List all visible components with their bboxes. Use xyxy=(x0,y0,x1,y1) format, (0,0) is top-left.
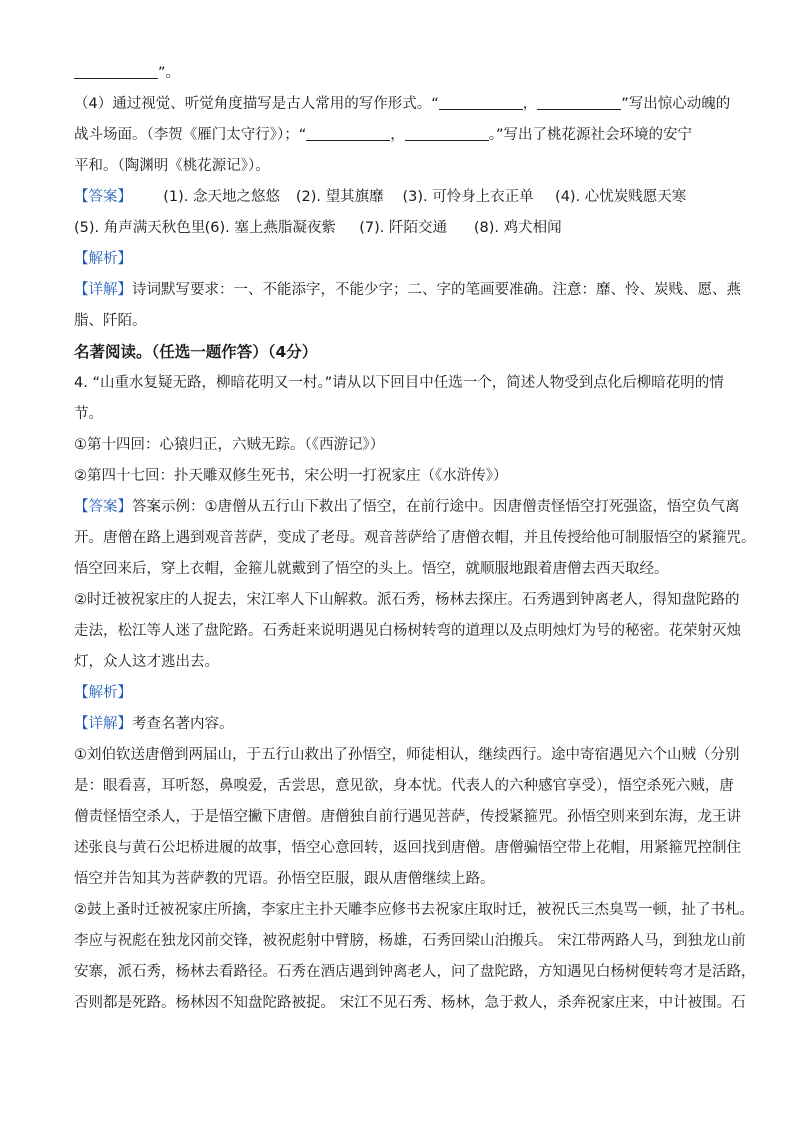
fill-blank xyxy=(537,92,621,110)
text: 。”写出了桃花源社会环境的安宁 xyxy=(488,127,693,143)
text: ”。 xyxy=(158,65,181,81)
option-2: ②第四十七回：扑天雕双修生死书，宋公明一打祝家庄（《水浒传》） xyxy=(74,468,508,484)
detail-line: ①刘伯钦送唐僧到两届山，于五行山救出了孙悟空，师徒相认，继续西行。途中寄宿遇见六个山贼（分别 xyxy=(74,747,740,763)
analysis-tag: 【解析】 xyxy=(74,251,132,267)
detail-line: 否则都是死路。杨林因不知盘陀路被捉。 宋江不见石秀、杨林，急于救人，杀奔祝家庄来，中计被围。石 xyxy=(74,995,746,1011)
text: 战斗场面。（李贺《雁门太守行》）；“ xyxy=(74,127,307,143)
text: ， xyxy=(390,127,405,143)
question-5-line: 节。 xyxy=(74,406,103,422)
text: 考查名著内容。 xyxy=(132,716,234,732)
text: 答案示例：①唐僧从五行山下救出了悟空，在前行途中。因唐僧责怪悟空打死强盗，悟空负气离 xyxy=(132,499,740,515)
answer-item: (1). 念天地之悠悠 xyxy=(163,189,280,205)
text: 诗词默写要求：一、不能添字，不能少字；二、字的笔画要准确。注意：靡、怜、炭贱、愿、燕 xyxy=(132,282,741,298)
answer-section-2 xyxy=(74,492,740,523)
answer-section-1 xyxy=(74,182,722,213)
fill-blank xyxy=(439,92,523,110)
section-title: 名著阅读。（任选一题作答）（4分） xyxy=(74,343,318,361)
text: ， xyxy=(522,96,538,112)
question-4-line-1 xyxy=(74,89,731,120)
detail-line: 僧责怪悟空杀人，于是悟空撇下唐僧。唐僧独自前行遇见菩萨，传授紧箍咒。孙悟空则来到东海，龙王讲 xyxy=(74,809,741,825)
answer-item: (6). 塞上燕脂凝夜紫 xyxy=(204,220,336,236)
answer-section-1-line-2 xyxy=(74,213,722,244)
answer-tag: 【答案】 xyxy=(74,499,132,515)
document-page xyxy=(74,58,756,1019)
option-1: ①第十四回：心猿归正，六贼无踪。（《西游记》） xyxy=(74,437,385,453)
answer-item: (7). 阡陌交通 xyxy=(359,220,447,236)
question-4-line-2 xyxy=(74,120,722,151)
detail-line: 安寨，派石秀，杨林去看路径。石秀在酒店遇到钟离老人，问了盘陀路，方知遇见白杨树便转弯才是活路， xyxy=(74,964,756,980)
answer-line: 灯，众人这才逃出去。 xyxy=(74,654,219,670)
answer-item: (4). 心忧炭贱愿天寒 xyxy=(555,189,687,205)
answer-item: (5). 角声满天秋色里 xyxy=(74,220,206,236)
text: ”写出惊心动魄的 xyxy=(621,96,731,112)
answer-line: ②时迁被祝家庄的人捉去，宋江率人下山解救。派石秀，杨林去探庄。石秀遇到钟离老人，得知盘陀路的 xyxy=(74,592,740,608)
detail-line: 悟空并告知其为菩萨教的咒语。孙悟空臣服，跟从唐僧继续上路。 xyxy=(74,871,495,887)
answer-line: 悟空回来后，穿上衣帽，金箍儿就戴到了悟空的头上。悟空，就顺服地跟着唐僧去西天取经。 xyxy=(74,561,669,577)
answer-line: 走法，松江等人迷了盘陀路。石秀赶来说明遇见白杨树转弯的道理以及点明烛灯为号的秘密。花荣射灭烛 xyxy=(74,623,741,639)
detail-section-1 xyxy=(74,275,741,306)
detail-line: 述张良与黄石公圯桥进履的故事，悟空心意回转，返回找到唐僧。唐僧骗悟空带上花帽，用紧箍咒控制住 xyxy=(74,840,741,856)
answer-blank-line xyxy=(74,58,722,89)
detail-line: 脂、阡陌。 xyxy=(74,313,147,329)
answer-item: (3). 可怜身上衣正单 xyxy=(402,189,534,205)
analysis-tag: 【解析】 xyxy=(74,685,132,701)
question-4-line-3: 平和。（陶渊明《桃花源记》）。 xyxy=(74,158,270,174)
detail-tag: 【详解】 xyxy=(74,716,132,732)
detail-tag: 【详解】 xyxy=(74,282,132,298)
answer-item: (8). 鸡犬相闻 xyxy=(473,220,562,236)
answer-tag: 【答案】 xyxy=(74,189,132,205)
text: （4）通过视觉、听觉角度描写是古人常用的写作形式。“ xyxy=(74,96,439,112)
answer-line: 开。唐僧在路上遇到观音菩萨，变成了老母。观音菩萨给了唐僧衣帽，并且传授给他可制服悟空的紧箍咒。 xyxy=(74,530,756,546)
question-5-line: 4. “山重水复疑无路，柳暗花明又一村。”请从以下回目中任选一个，简述人物受到点化后柳暗花明的情 xyxy=(74,375,724,391)
detail-line: ②鼓上蚤时迁被祝家庄所擒，李家庄主扑天雕李应修书去祝家庄取时迁，被祝氏三杰臭骂一顿，扯了书札。 xyxy=(74,902,754,918)
detail-line: 李应与祝彪在独龙冈前交锋，被祝彪射中臂膀，杨雄，石秀回梁山泊搬兵。 宋江带两路人马，到独龙山前 xyxy=(74,933,746,949)
detail-line: 是：眼看喜，耳听怒，鼻嗅爱，舌尝思，意见欲，身本忧。代表人的六种感官享受），悟空杀死六贼，唐 xyxy=(74,778,734,794)
fill-blank xyxy=(405,123,489,141)
fill-blank xyxy=(74,61,158,79)
detail-section-2 xyxy=(74,709,722,740)
answer-item: (2). 望其旗靡 xyxy=(295,189,384,205)
fill-blank xyxy=(306,123,390,141)
